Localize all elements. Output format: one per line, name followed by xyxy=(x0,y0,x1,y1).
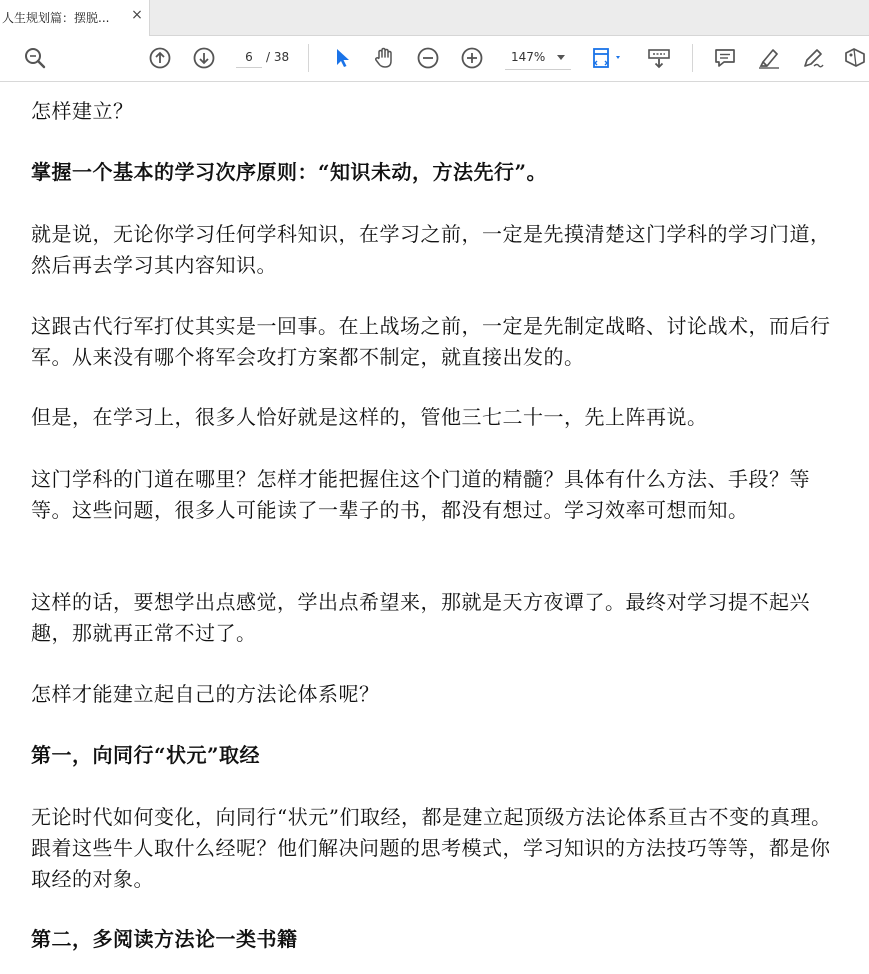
section-heading: 掌握一个基本的学习次序原则：“知识未动，方法先行”。 xyxy=(31,160,548,184)
document-page xyxy=(0,82,869,974)
comment-icon[interactable] xyxy=(712,45,738,71)
paragraph: 这跟古代行军打仗其实是一回事。在上战场之前，一定是先制定战略、讨论战术，而后行军。从来没有哪个将军会攻打方案都不制定，就直接出发的。 xyxy=(31,314,831,369)
page-number-input[interactable] xyxy=(236,47,262,68)
toolbar xyxy=(0,36,869,82)
document-tab[interactable] xyxy=(0,0,150,36)
zoom-select[interactable] xyxy=(505,47,571,70)
paragraph: 但是，在学习上，很多人恰好就是这样的，管他三七二十一，先上阵再说。 xyxy=(31,405,708,429)
minus-circle-icon[interactable] xyxy=(415,45,441,71)
tab-bar xyxy=(0,0,869,36)
zoom-value: 147% xyxy=(511,50,546,64)
pen-icon[interactable] xyxy=(800,45,826,71)
paragraph: 怎样建立？ xyxy=(31,99,134,123)
paragraph: 这门学科的门道在哪里？怎样才能把握住这个门道的精髓？具体有什么方法、手段？等等。这些问题，很多人可能读了一辈子的书，都没有想过。学习效率可想而知。 xyxy=(31,467,810,522)
arrow-up-circle-icon[interactable] xyxy=(147,45,173,71)
chevron-down-icon xyxy=(557,55,565,60)
hand-icon[interactable] xyxy=(371,45,397,71)
section-heading: 第一，向同行“状元”取经 xyxy=(31,743,261,767)
paragraph: 这样的话，要想学出点感觉，学出点希望来，那就是天方夜谭了。最终对学习提不起兴趣，那就再正常不过了。 xyxy=(31,590,810,645)
paragraph: 就是说，无论你学习任何学科知识，在学习之前，一定是先摸清楚这门学科的学习门道，然后再去学习其内容知识。 xyxy=(31,222,831,277)
highlighter-icon[interactable] xyxy=(756,45,782,71)
divider xyxy=(308,44,309,72)
fit-width-icon[interactable] xyxy=(590,45,628,71)
paragraph: 怎样才能建立起自己的方法论体系呢？ xyxy=(31,682,380,706)
close-icon[interactable]: × xyxy=(131,7,143,23)
plus-circle-icon[interactable] xyxy=(459,45,485,71)
scroll-mode-icon[interactable] xyxy=(646,45,672,71)
tab-title: 人生规划篇：摆脱... xyxy=(2,11,110,25)
search-icon[interactable] xyxy=(22,45,48,71)
arrow-down-circle-icon[interactable] xyxy=(191,45,217,71)
stamp-icon[interactable] xyxy=(842,45,868,71)
divider xyxy=(692,44,693,72)
section-heading: 第二，多阅读方法论一类书籍 xyxy=(31,927,298,951)
pointer-icon[interactable] xyxy=(328,45,354,71)
paragraph: 无论时代如何变化，向同行“状元”们取经，都是建立起顶级方法论体系亘古不变的真理。跟着这些牛人取什么经呢？他们解决问题的思考模式，学习知识的方法技巧等等，都是你取经的对象。 xyxy=(31,805,832,891)
page-total: / 38 xyxy=(266,50,290,64)
